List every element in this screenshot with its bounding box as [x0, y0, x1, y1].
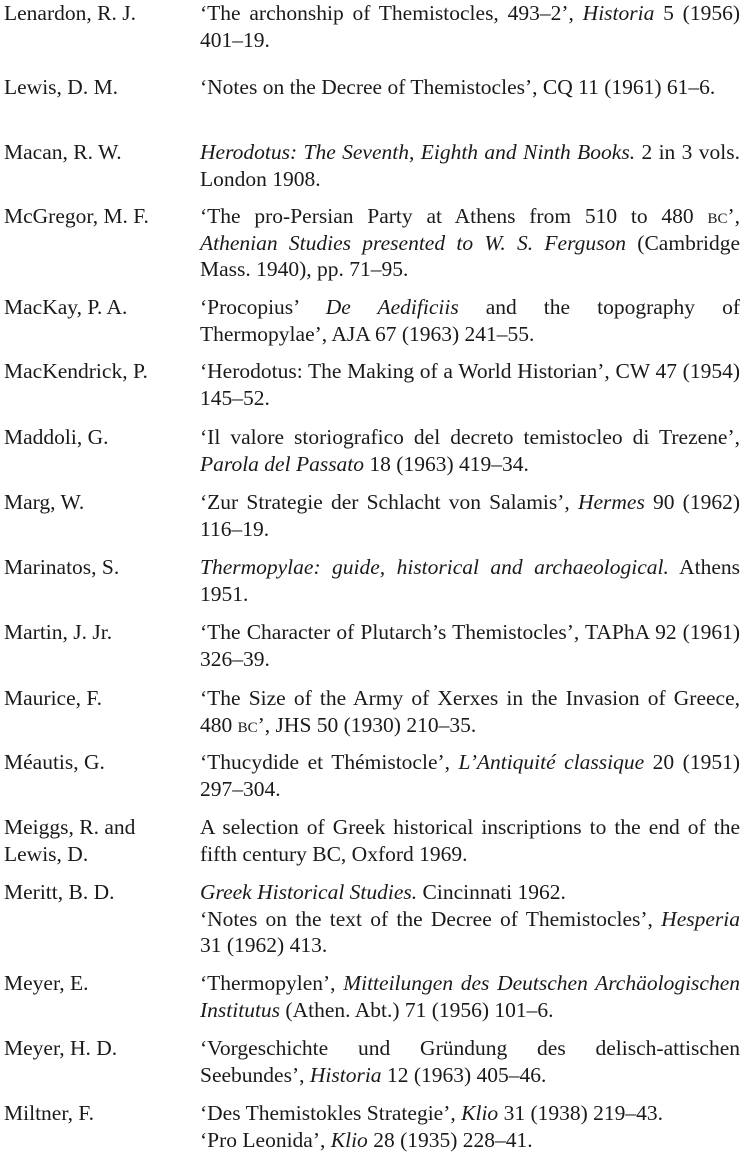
citation-title-italic: Thermopylae: guide, historical and archaeological. [200, 555, 669, 579]
citation [200, 814, 740, 867]
citation [200, 203, 740, 283]
entry-author: Meyer, E. [4, 971, 89, 995]
citation-text: ‘Herodotus: The Making of a World Historian’, CW 47 (1954) 145–52. [200, 359, 740, 410]
citation [200, 358, 740, 411]
citation-title-italic: Hesperia [661, 906, 740, 931]
entry-works [200, 1035, 740, 1088]
citation-text: ‘The Character of Plutarch’s Themistocles’, TAPhA 92 (1961) 326–39. [200, 620, 740, 671]
citation [200, 619, 740, 672]
entry-works [200, 619, 740, 672]
citation-text: ‘Vorgeschichte und Gründung des delisch-attischen Seebundes’, [200, 1036, 740, 1087]
citation-text: 31 (1962) 413. [200, 933, 328, 957]
entry-works [200, 970, 740, 1023]
citation-text: ‘Il valore storiografico del decreto temistocleo di Trezene’, [200, 425, 740, 449]
citation-text: ‘Notes on the Decree of Themistocles’, CQ 11 (1961) 61–6. [200, 75, 716, 99]
citation-title-italic: Athenian Studies presented to W. S. Ferguson [200, 230, 627, 255]
citation-text: ‘The pro-Persian Party at Athens from 510 to 480 [200, 204, 708, 228]
citation-title-italic: Herodotus: The Seventh, Eighth and Ninth Books. [200, 140, 636, 164]
citation-title-italic: De Aedificiis [325, 295, 459, 319]
citation [200, 879, 740, 906]
citation-title-italic: Historia [309, 1062, 382, 1087]
entry-works [200, 203, 740, 283]
entry-works [200, 139, 740, 192]
citation-text: 31 (1938) 219–43. [498, 1101, 664, 1125]
entry-works [200, 879, 740, 959]
entry-author: Maddoli, G. [4, 425, 109, 449]
citation-text: ‘Notes on the text of the Decree of Themistocles’, [200, 906, 662, 931]
citation-text: A selection of Greek historical inscriptions to the end of the fifth century BC, Oxford 1969. [200, 815, 740, 866]
entry-author: Miltner, F. [4, 1101, 94, 1125]
citation [200, 685, 740, 738]
entry-author: Meiggs, R. and Lewis, D. [4, 815, 136, 866]
citation-title-italic: Parola del Passato [200, 451, 365, 476]
citation-text: ‘Zur Strategie der Schlacht von Salamis’, [200, 490, 578, 514]
citation-text: Cincinnati 1962. [417, 880, 566, 904]
citation-text: ‘Des Themistokles Strategie’, [200, 1101, 462, 1125]
citation-title-italic: Klio [461, 1101, 499, 1125]
entry-author: MacKay, P. A. [4, 295, 128, 319]
citation [200, 424, 740, 477]
entry-works [200, 554, 740, 607]
entry-author: Marinatos, S. [4, 555, 120, 579]
citation-title-italic: L’Antiquité classique [458, 750, 645, 774]
entry-author: Méautis, G. [4, 750, 105, 774]
citation-text: 2 in 3 vols. London 1908. [200, 140, 740, 191]
citation-text: 28 (1935) 228–41. [367, 1127, 533, 1152]
entry-works [200, 424, 740, 477]
entry-author: Maurice, F. [4, 686, 102, 710]
citation-text: 5 (1956) 401–19. [200, 1, 740, 52]
citation-text: and the topography of Thermopylae’, AJA 67 (1963) 241–55. [200, 295, 740, 346]
entry-works [200, 74, 740, 101]
citation-text: ’, [727, 204, 740, 228]
citation-text: ’, JHS 50 (1930) 210–35. [257, 712, 477, 737]
entry-author: Lenardon, R. J. [4, 1, 136, 25]
citation-text: ‘The Size of the Army of Xerxes in the Invasion of Greece, 480 [200, 686, 740, 737]
entry-works [200, 294, 740, 347]
citation [200, 554, 740, 607]
entry-author: Martin, J. Jr. [4, 620, 113, 644]
entry-works [200, 1100, 740, 1153]
entry-author: Meritt, B. D. [4, 880, 115, 904]
era-abbreviation: bc [237, 712, 258, 737]
citation [200, 489, 740, 542]
citation-title-italic: Historia [582, 1, 655, 25]
entry-author: Macan, R. W. [4, 140, 122, 164]
citation [200, 74, 740, 101]
entry-author: Lewis, D. M. [4, 75, 119, 99]
citation [200, 0, 740, 53]
citation-title-italic: Klio [330, 1127, 368, 1152]
citation-text: ‘Thucydide et Thémistocle’, [200, 750, 459, 774]
citation [200, 749, 740, 802]
entry-works [200, 489, 740, 542]
entry-author: Meyer, H. D. [4, 1036, 118, 1060]
citation [200, 1127, 740, 1154]
citation-text: (Athen. Abt.) 71 (1956) 101–6. [280, 997, 554, 1022]
entry-works [200, 685, 740, 738]
citation [200, 139, 740, 192]
entry-works [200, 814, 740, 867]
citation-text: Athens 1951. [200, 555, 740, 606]
citation-text: ‘Pro Leonida’, [200, 1127, 331, 1152]
citation-title-italic: Greek Historical Studies. [200, 880, 418, 904]
citation-text: 18 (1963) 419–34. [364, 451, 529, 476]
entry-works [200, 358, 740, 411]
citation [200, 970, 740, 1023]
citation-text: 90 (1962) 116–19. [200, 490, 740, 541]
citation-text: ‘Procopius’ [200, 295, 326, 319]
citation [200, 294, 740, 347]
citation-text: ‘The archonship of Themistocles, 493–2’, [200, 1, 583, 25]
citation-text: (Cambridge Mass. 1940), pp. 71–95. [200, 230, 740, 281]
era-abbreviation: bc [707, 204, 728, 228]
entry-author: McGregor, M. F. [4, 204, 149, 228]
citation [200, 906, 740, 959]
citation-title-italic: Mitteilungen des Deutschen Archäologischen Institutus [200, 971, 740, 1022]
entry-works [200, 749, 740, 802]
entry-author: Marg, W. [4, 490, 85, 514]
citation [200, 1035, 740, 1088]
citation-text: 20 (1951) 297–304. [200, 750, 740, 801]
citation-title-italic: Hermes [577, 490, 645, 514]
entry-works [200, 0, 740, 53]
citation-text: 12 (1963) 405–46. [381, 1062, 547, 1087]
citation-text: ‘Thermopylen’, [200, 971, 344, 995]
entry-author: MacKendrick, P. [4, 359, 148, 383]
citation [200, 1100, 740, 1127]
